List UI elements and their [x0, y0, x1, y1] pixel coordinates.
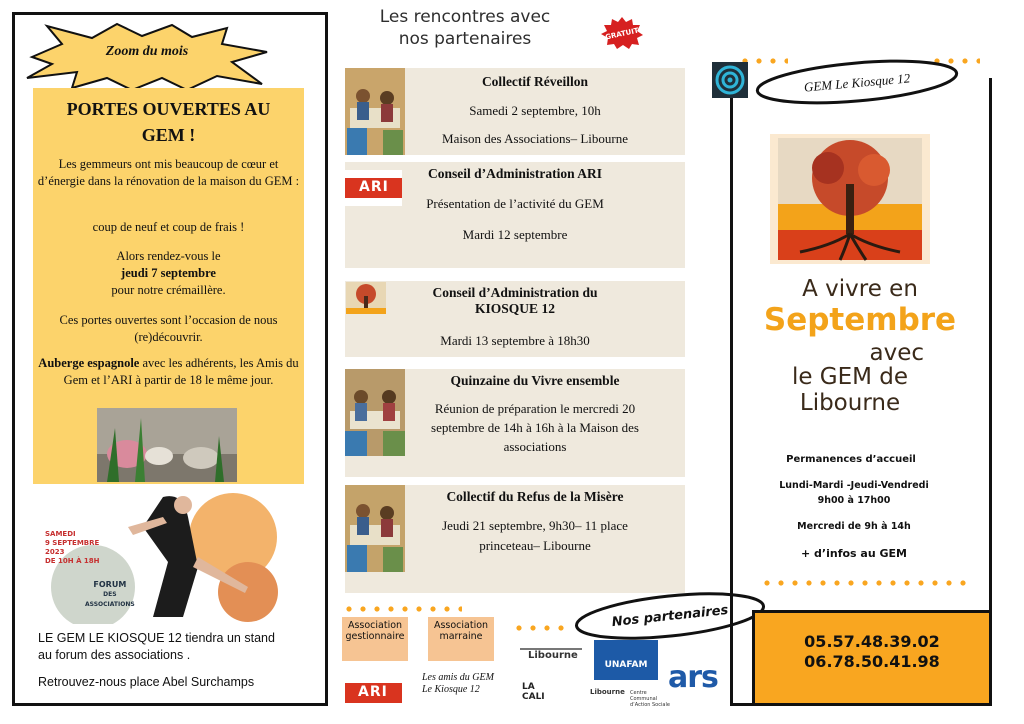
card-line: Jeudi 21 septembre, 9h30– 11 place: [442, 518, 628, 533]
free-seal-text: GRATUIT: [604, 26, 640, 42]
tree-mosaic-image: [770, 134, 930, 264]
para3-a: Alors rendez-vous le: [116, 249, 221, 263]
para5-rest: avec les adhérents, les Amis du Gem et l’ARI à partir de 18 le même jour.: [63, 356, 299, 387]
ari-logo: [345, 170, 402, 206]
open-house-para-2: coup de neuf et coup de frais !: [92, 220, 245, 234]
ars-logo-text: ars: [668, 660, 718, 695]
card-line: Samedi 2 septembre, 10h: [469, 103, 601, 118]
card-line: Réunion de préparation le mercredi 20: [434, 401, 636, 416]
forum-title-sub1: DES: [103, 591, 117, 598]
la-cali-logo-text: LA CALI: [522, 682, 545, 702]
event-card-kiosque: [345, 281, 685, 357]
card-line: Mardi 13 septembre à 18h30: [440, 333, 590, 348]
para3-c: pour notre crémaillère.: [111, 283, 226, 297]
free-seal: [600, 16, 644, 50]
open-house-para-5: [37, 355, 300, 389]
amis-line-2: Le Kiosque 12: [422, 684, 480, 695]
para5-bold: Auberge espagnole: [38, 356, 140, 370]
opening-hours: 9h00 à 17h00: [817, 495, 891, 506]
forum-stand-line-2: au forum des associations .: [38, 648, 191, 662]
gem-banner: [750, 56, 964, 108]
libourne-logo-text: Libourne: [528, 650, 578, 661]
card-line: associations: [503, 439, 567, 454]
unafam-logo: [594, 640, 658, 680]
forum-date-line-4: DE 10H À 18H: [45, 557, 100, 565]
permanences-title: Permanences d’accueil: [786, 454, 916, 465]
phone-number-2: 06.78.50.41.98: [804, 652, 940, 671]
card-line: septembre de 14h à 16h à la Maison des: [431, 420, 639, 435]
ari-logo-bottom: [345, 683, 402, 703]
forum-stand-line-1: LE GEM LE KIOSQUE 12 tiendra un stand: [38, 631, 275, 645]
title-line-1: PORTES OUVERTES AU: [66, 99, 271, 119]
libourne-logo: [520, 648, 582, 664]
more-info: + d’infos au GEM: [801, 547, 907, 560]
partner-tag-marraine: [428, 617, 494, 661]
open-house-para-3: [37, 248, 300, 299]
ccas-logo: Centre Communal d’Action Sociale: [630, 690, 670, 708]
card-title-line-2: KIOSQUE 12: [475, 301, 555, 316]
libourne-small-text: Libourne: [590, 688, 625, 696]
mid-title-line-1: Les rencontres avec: [379, 7, 551, 27]
libourne-text: Libourne: [799, 390, 901, 416]
gem-banner-text: GEM Le Kiosque 12: [803, 70, 911, 95]
forum-location: Retrouvez-nous place Abel Surchamps: [38, 675, 255, 689]
amis-line-1: Les amis du GEM: [422, 672, 494, 683]
card-line: princeteau– Libourne: [479, 538, 591, 553]
ari-logo-text: ARI: [358, 684, 388, 700]
meeting-illustration: [345, 485, 405, 572]
card-line: Présentation de l’activité du GEM: [426, 196, 604, 211]
card-line: Mardi 12 septembre: [462, 227, 568, 242]
forum-title-sub2: ASSOCIATIONS: [85, 601, 135, 608]
forum-date-line-3: 2023: [45, 548, 65, 556]
open-house-title: [33, 96, 304, 148]
amis-du-gem-logo: [422, 672, 512, 696]
dotted-divider: [760, 580, 970, 586]
partner-tag-gestionnaire: [342, 617, 408, 661]
le-gem-de: le GEM de: [791, 364, 909, 390]
wednesday-hours: Mercredi de 9h à 14h: [797, 521, 911, 532]
card-title: Collectif Réveillon: [481, 74, 589, 89]
avec-text: avec: [869, 340, 924, 366]
la-cali-logo: [522, 678, 558, 702]
card-title: Quinzaine du Vivre ensemble: [450, 373, 620, 388]
dotted-divider: [342, 606, 462, 612]
card-title: Collectif du Refus de la Misère: [446, 489, 624, 504]
meeting-illustration: [345, 369, 405, 456]
partner-tag-text: Association gestionnaire: [345, 620, 405, 642]
card-title: [345, 285, 685, 317]
dotted-divider: [512, 625, 572, 631]
card-title: Conseil d’Administration ARI: [427, 166, 603, 181]
forum-title: [85, 580, 135, 610]
phone-number-1: 05.57.48.39.02: [804, 632, 940, 651]
ari-logo-text: ARI: [359, 179, 389, 195]
partners-banner-text: Nos partenaires: [611, 602, 730, 631]
target-icon: [712, 62, 748, 98]
month-title: Septembre: [763, 302, 957, 338]
card-line: Maison des Associations– Libourne: [442, 131, 628, 146]
open-house-para-1: Les gemmeurs ont mis beaucoup de cœur et d’énergie dans la rénovation de la maison du GEM :: [37, 157, 300, 188]
forum-poster: [33, 487, 281, 624]
forum-date-line-1: SAMEDI: [45, 530, 76, 538]
meeting-illustration: [345, 68, 405, 155]
card-title-line-1: Conseil d’Administration du: [432, 285, 598, 300]
ars-logo: [668, 660, 738, 704]
partner-tag-text: Association marraine: [433, 620, 489, 642]
forum-title-main: FORUM: [93, 580, 127, 589]
unafam-logo-text: UNAFAM: [604, 660, 648, 670]
painted-stones-photo: [97, 408, 237, 482]
mid-title-line-2: nos partenaires: [398, 29, 532, 49]
para3-date: jeudi 7 septembre: [121, 266, 216, 280]
zoom-label: Zoom du mois: [105, 44, 189, 59]
opening-days: Lundi-Mardi -Jeudi-Vendredi: [779, 480, 929, 491]
libourne-logo-small: [588, 688, 628, 702]
open-house-para-4: Ces portes ouvertes sont l’occasion de nous (re)découvrir.: [59, 313, 278, 344]
forum-date: [45, 530, 100, 566]
partners-meetings-title: [340, 6, 590, 50]
tree-mosaic-thumbnail: [346, 282, 386, 314]
forum-date-line-2: 9 SEPTEMBRE: [45, 539, 100, 547]
title-line-2: GEM !: [141, 125, 196, 145]
a-vivre-en: A vivre en: [802, 276, 918, 302]
